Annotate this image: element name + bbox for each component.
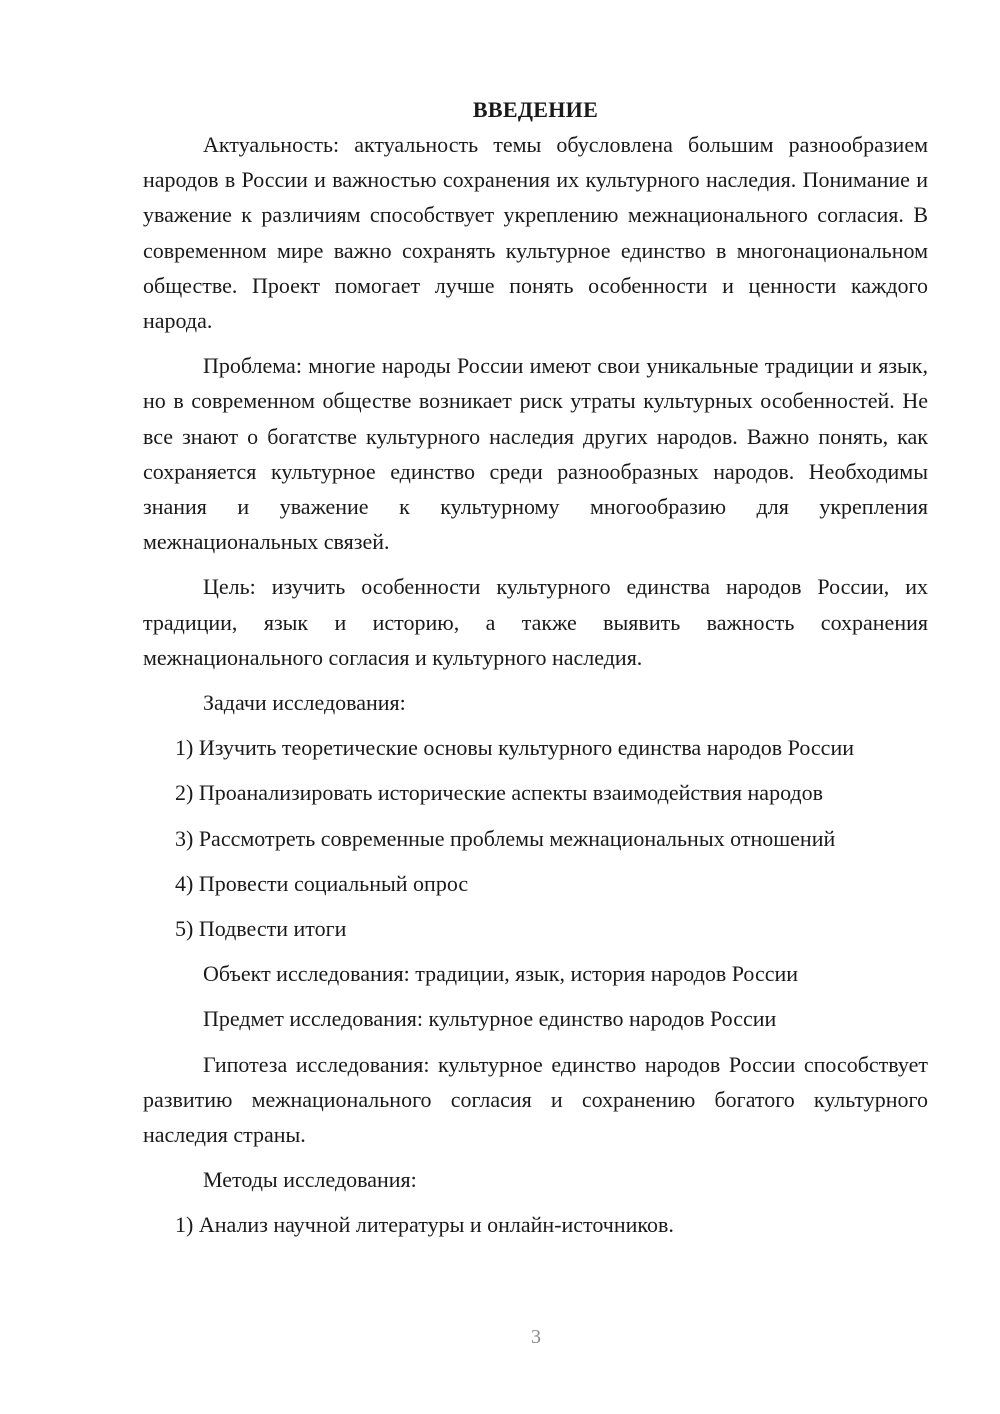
- problem-paragraph: Проблема: многие народы России имеют свои уникальные традиции и язык, но в современном обществе возникает риск утраты культурных особенностей. Не все знают о богатстве культурного наследия других народов. Важно понять, как сохраняется культурное единство среди разнообразных народов. Необходимы знания и уважение к культурному многообразию для укрепления межнациональных связей.: [143, 353, 928, 555]
- tasks-heading: Задачи исследования:: [203, 690, 406, 716]
- research-subject: Предмет исследования: культурное единство народов России: [203, 1006, 777, 1032]
- method-item-1: 1) Анализ научной литературы и онлайн-источников.: [175, 1212, 674, 1238]
- document-page: [143, 92, 928, 1253]
- hypothesis-paragraph: Гипотеза исследования: культурное единство народов России способствует развитию межнационального согласия и сохранению богатого культурного наследия страны.: [143, 1051, 928, 1148]
- task-item-5: 5) Подвести итоги: [175, 916, 347, 942]
- relevance-paragraph: Актуальность: актуальность темы обусловлена большим разнообразием народов в России и важностью сохранения их культурного наследия. Понимание и уважение к различиям способствует укреплению межнационального согласия. В современном мире важно сохранять культурное единство в многонациональном обществе. Проект помогает лучше понять особенности и ценности каждого народа.: [143, 132, 928, 334]
- task-item-3: 3) Рассмотреть современные проблемы межнациональных отношений: [175, 825, 836, 851]
- page-number: 3: [531, 1326, 541, 1348]
- research-object: Объект исследования: традиции, язык, история народов России: [203, 961, 799, 987]
- task-item-4: 4) Провести социальный опрос: [175, 870, 469, 896]
- task-item-1: 1) Изучить теоретические основы культурного единства народов России: [175, 735, 854, 761]
- goal-paragraph: Цель: изучить особенности культурного единства народов России, их традиции, язык и историю, а также выявить важность сохранения межнационального согласия и культурного наследия.: [143, 574, 928, 670]
- task-item-2: 2) Проанализировать исторические аспекты взаимодействия народов: [175, 780, 824, 806]
- document-title: ВВЕДЕНИЕ: [472, 97, 599, 122]
- methods-heading: Методы исследования:: [203, 1167, 417, 1193]
